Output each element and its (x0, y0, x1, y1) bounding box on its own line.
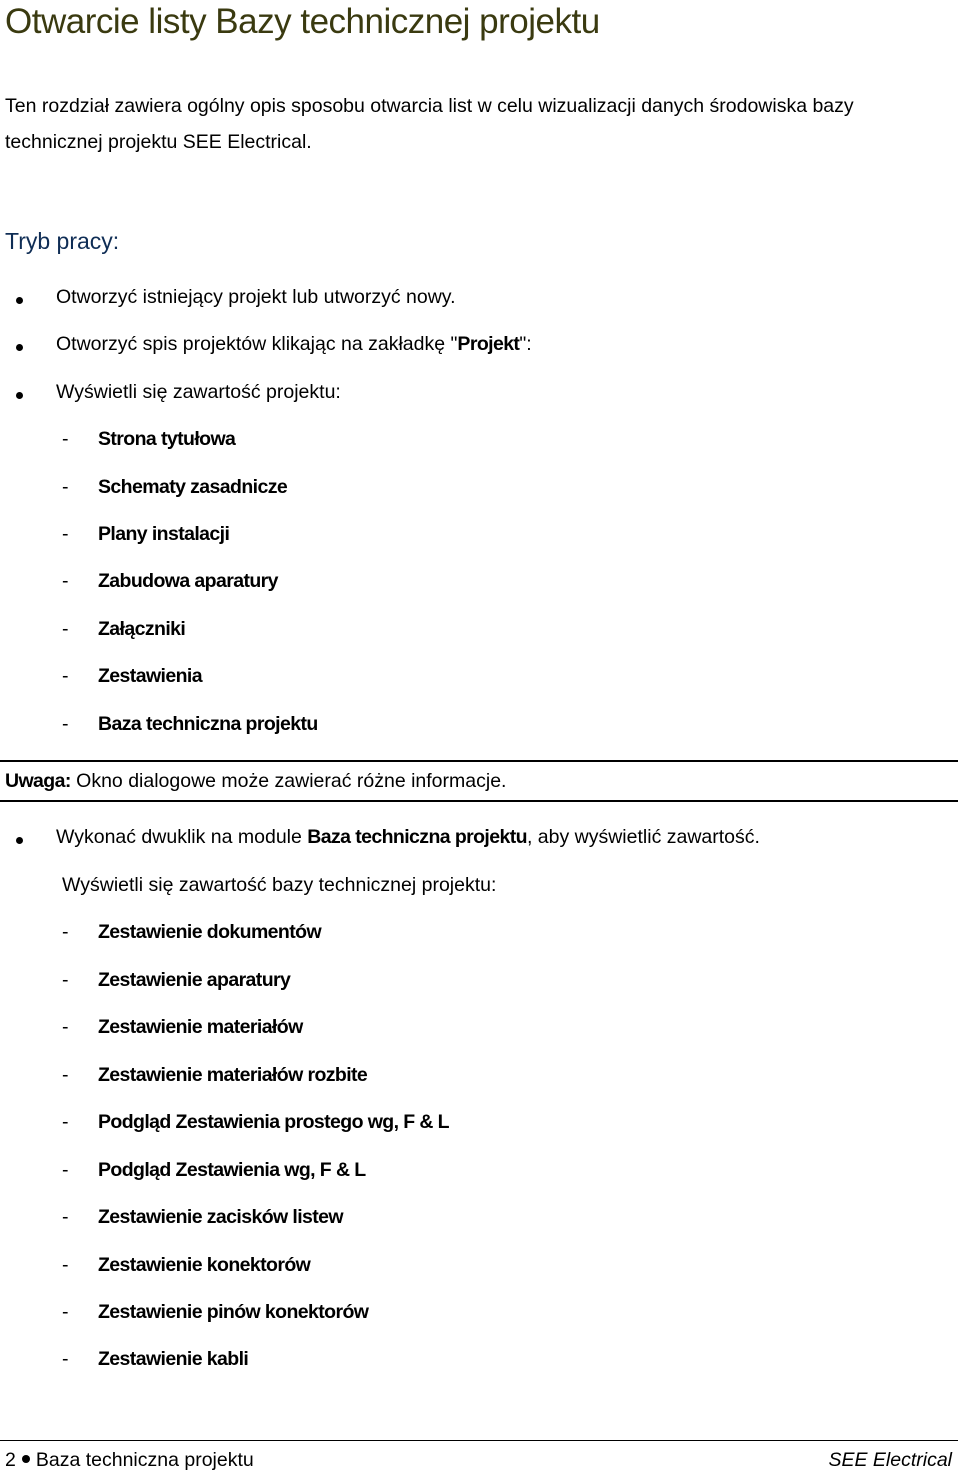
list-item-label: Baza techniczna projektu (98, 713, 318, 735)
bullet-text-before: Otworzyć spis projektów klikając na zakładkę " (56, 333, 458, 355)
bullet-text: Wyświetli się zawartość projektu: (56, 381, 341, 403)
module-reference: Baza techniczna projektu (307, 826, 527, 848)
list-item-label: Zestawienie kabli (98, 1348, 249, 1370)
dash-mark: - (62, 713, 69, 735)
list-item-label: Strona tytułowa (98, 428, 236, 450)
dash-mark: - (62, 476, 69, 498)
bullet-text-before: Wykonać dwuklik na module (56, 826, 308, 848)
bullet-icon (16, 837, 23, 844)
dash-mark: - (62, 618, 69, 640)
bullet-text-after: , aby wyświetlić zawartość. (526, 826, 760, 848)
dash-mark: - (62, 428, 69, 450)
list-item-label: Zestawienie materiałów (98, 1016, 303, 1038)
footer-brand: SEE Electrical (828, 1449, 952, 1471)
list-item-label: Podgląd Zestawienia wg, F & L (98, 1159, 366, 1181)
base-contents-intro: Wyświetli się zawartość bazy technicznej projektu: (62, 874, 497, 896)
list-item-label: Zestawienie aparatury (98, 969, 291, 991)
mode-heading: Tryb pracy: (5, 228, 120, 254)
intro-paragraph: Ten rozdział zawiera ogólny opis sposobu otwarcia list w celu wizualizacji danych środowiska bazy technicznej projektu SEE Electrical. (5, 95, 854, 153)
dash-mark: - (62, 1016, 69, 1038)
bullet-icon (22, 1455, 30, 1463)
bullet-text (56, 826, 760, 849)
bullet-text (56, 333, 532, 356)
dash-mark: - (62, 1348, 69, 1370)
dash-mark: - (62, 1254, 69, 1276)
note-top-rule (0, 760, 958, 762)
dash-mark: - (62, 921, 69, 943)
dash-mark: - (62, 1206, 69, 1228)
footer-section: Baza techniczna projektu (35, 1449, 254, 1471)
bullet-icon (16, 392, 23, 399)
note-text: Okno dialogowe może zawierać różne informacje. (70, 770, 507, 792)
bullet-icon (16, 344, 23, 351)
dash-mark: - (62, 1301, 69, 1323)
page-title: Otwarcie listy Bazy technicznej projektu (5, 2, 600, 41)
list-item-label: Zestawienie zacisków listew (98, 1206, 343, 1228)
dash-mark: - (62, 1064, 69, 1086)
dash-mark: - (62, 665, 69, 687)
list-item-label: Zestawienie konektorów (98, 1254, 311, 1276)
dash-mark: - (62, 1111, 69, 1133)
list-item-label: Zestawienie pinów konektorów (98, 1301, 369, 1323)
list-item-label: Podgląd Zestawienia prostego wg, F & L (98, 1111, 449, 1133)
dash-mark: - (62, 1159, 69, 1181)
footer-left (5, 1449, 254, 1472)
note-box (5, 770, 506, 793)
list-item-label: Zabudowa aparatury (98, 570, 278, 592)
bullet-icon (16, 297, 23, 304)
list-item-label: Zestawienie dokumentów (98, 921, 322, 943)
footer-rule (0, 1440, 958, 1441)
note-label: Uwaga: (5, 770, 71, 792)
list-item-label: Zestawienia (98, 665, 202, 687)
list-item-label: Plany instalacji (98, 523, 230, 545)
projekt-tab-reference: Projekt (457, 333, 520, 355)
dash-mark: - (62, 523, 69, 545)
bullet-text: Otworzyć istniejący projekt lub utworzyć nowy. (56, 286, 456, 308)
dash-mark: - (62, 969, 69, 991)
page-number: 2 (5, 1449, 16, 1471)
bullet-text-after: ": (519, 333, 532, 355)
list-item-label: Zestawienie materiałów rozbite (98, 1064, 368, 1086)
list-item-label: Schematy zasadnicze (98, 476, 288, 498)
list-item-label: Załączniki (98, 618, 186, 640)
dash-mark: - (62, 570, 69, 592)
note-bottom-rule (0, 800, 958, 802)
